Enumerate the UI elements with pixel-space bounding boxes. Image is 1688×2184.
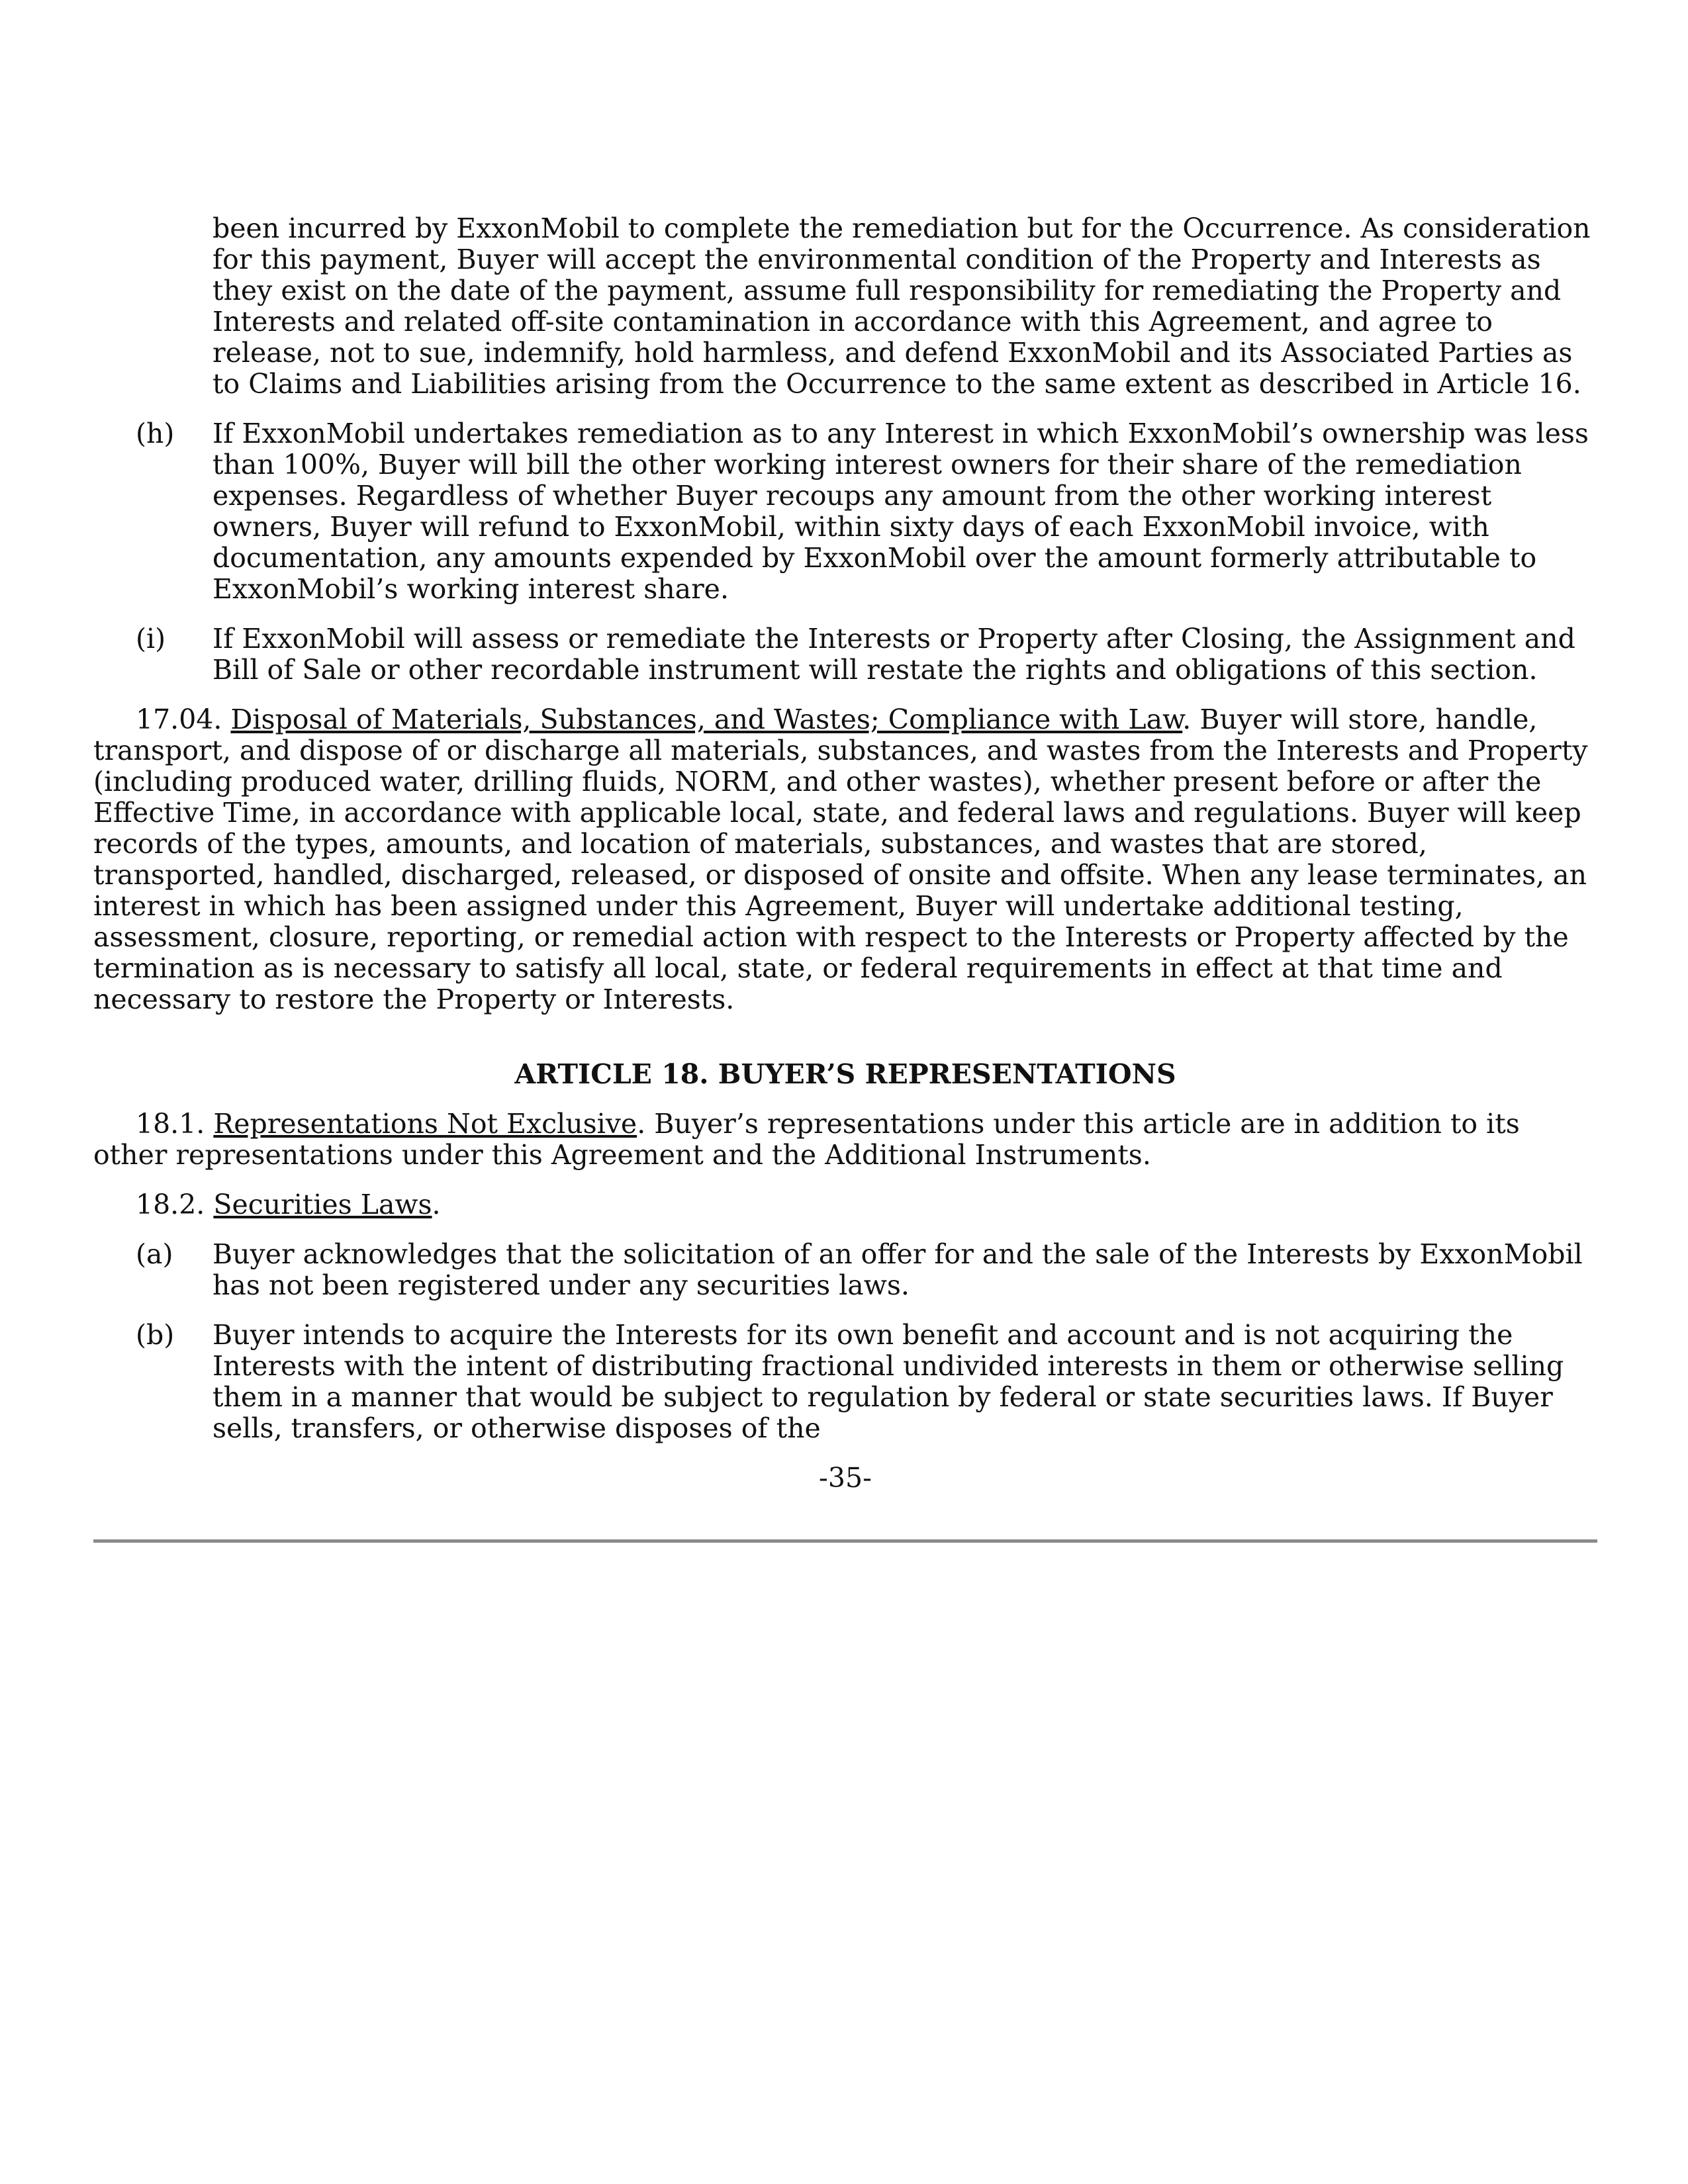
list-text-b: Buyer intends to acquire the Interests for its own benefit and account and is not acquiring the Interests with the intent of distributing fractional undivided interests in them or otherwise selling them in a manner that would be subject to regulation by federal or state securities laws. If Buyer sells, transfers, or otherwise disposes of the <box>212 1319 1564 1444</box>
list-label-a: (a) <box>136 1238 173 1270</box>
section-18-1 <box>93 1109 1597 1171</box>
page-number: -35- <box>819 1462 872 1494</box>
list-label-h: (h) <box>136 418 175 449</box>
list-text-a: Buyer acknowledges that the solicitation of an offer for and the sale of the Interests by ExxonMobil has not been registered under any securities laws. <box>212 1238 1583 1301</box>
document-page <box>93 213 1597 1494</box>
section-18-2 <box>93 1189 1597 1220</box>
section-18-1-title: Representations Not Exclusive <box>213 1108 637 1140</box>
section-18-1-number: 18.1. <box>136 1108 205 1140</box>
list-item-b <box>93 1320 1597 1444</box>
section-17-04-title: Disposal of Materials, Substances, and Wastes; Compliance with Law <box>230 704 1183 735</box>
section-18-2-text: . <box>432 1189 441 1220</box>
section-18-1-text: . Buyer’s representations under this article are in addition to its other representations under this Agreement and the Additional Instruments. <box>93 1108 1520 1171</box>
list-label-i: (i) <box>136 623 166 655</box>
section-18-2-number: 18.2. <box>136 1189 205 1220</box>
list-item-a <box>93 1239 1597 1301</box>
section-17-04-number: 17.04. <box>136 704 222 735</box>
list-label-b: (b) <box>136 1319 175 1351</box>
list-text-h: If ExxonMobil undertakes remediation as to any Interest in which ExxonMobil’s ownership was less than 100%, Buyer will bill the other working interest owners for their share of the remediation expenses. Regardless of whether Buyer recoups any amount from the other working interest owners, Buyer will refund to ExxonMobil, within sixty days of each ExxonMobil invoice, with documentation, any amounts expended by ExxonMobil over the amount formerly attributable to ExxonMobil’s working interest share. <box>212 418 1589 605</box>
list-text-i: If ExxonMobil will assess or remediate the Interests or Property after Closing, the Assignment and Bill of Sale or other recordable instrument will restate the rights and obligations of this section. <box>212 623 1575 686</box>
footer-rule <box>93 1539 1597 1543</box>
list-item-i <box>93 623 1597 686</box>
article-18-heading: ARTICLE 18. BUYER’S REPRESENTATIONS <box>514 1058 1176 1090</box>
continuation-paragraph: been incurred by ExxonMobil to complete the remediation but for the Occurrence. As consideration for this payment, Buyer will accept the environmental condition of the Property and Interests as they exist on the date of the payment, assume full responsibility for remediating the Property and Interests and related off-site contamination in accordance with this Agreement, and agree to release, not to sue, indemnify, hold harmless, and defend ExxonMobil and its Associated Parties as to Claims and Liabilities arising from the Occurrence to the same extent as described in Article 16. <box>212 212 1591 400</box>
section-17-04-text: . Buyer will store, handle, transport, and dispose of or discharge all materials, substances, and wastes from the Interests and Property (including produced water, drilling fluids, NORM, and other wastes), whether present before or after the Effective Time, in accordance with applicable local, state, and federal laws and regulations. Buyer will keep records of the types, amounts, and location of materials, substances, and wastes that are stored, transported, handled, discharged, released, or disposed of onsite and offsite. When any lease terminates, an interest in which has been assigned under this Agreement, Buyer will undertake additional testing, assessment, closure, reporting, or remedial action with respect to the Interests or Property affected by the termination as is necessary to satisfy all local, state, or federal requirements in effect at that time and necessary to restore the Property or Interests. <box>93 704 1588 1015</box>
section-18-2-title: Securities Laws <box>213 1189 432 1220</box>
section-17-04 <box>93 704 1597 1015</box>
list-item-h <box>93 418 1597 605</box>
